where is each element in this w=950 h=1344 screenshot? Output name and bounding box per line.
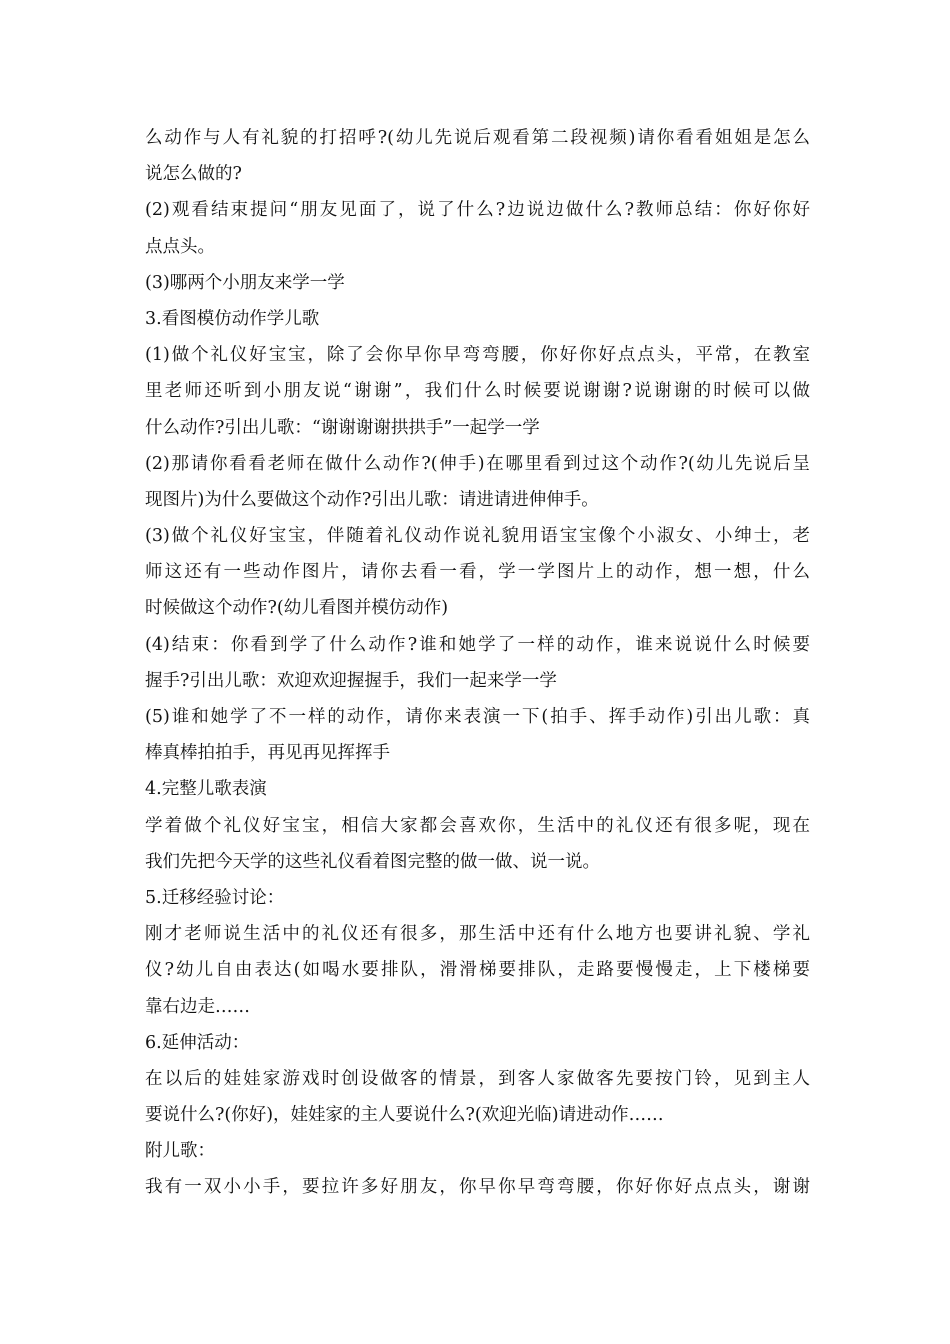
text-line: (2)观看结束提问“朋友见面了，说了什么?边说边做什么?教师总结：你好你好 [145, 200, 810, 221]
text-line: (2)那请你看看老师在做什么动作?(伸手)在哪里看到过这个动作?(幼儿先说后呈 [145, 453, 810, 474]
text-line: (3)做个礼仪好宝宝，伴随着礼仪动作说礼貌用语宝宝像个小淑女、小绅士，老 [145, 526, 810, 547]
text-line: 时候做这个动作?(幼儿看图并模仿动作) [145, 598, 449, 619]
text-line: 6.延伸活动： [145, 1032, 250, 1053]
text-line: (1)做个礼仪好宝宝，除了会你早你早弯弯腰，你好你好点点头，平常，在教室 [145, 345, 810, 366]
text-line: 点点头。 [145, 236, 215, 257]
text-line: (5)谁和她学了不一样的动作，请你来表演一下(拍手、挥手动作)引出儿歌：真 [145, 707, 810, 727]
text-line: 握手?引出儿歌：欢迎欢迎握握手，我们一起来学一学 [145, 670, 557, 691]
text-line: 5.迁移经验讨论： [145, 887, 285, 908]
text-line: 什么动作?引出儿歌：“谢谢谢谢拱拱手”一起学一学 [145, 417, 540, 438]
text-line: (3)哪两个小朋友来学一学 [145, 272, 345, 293]
text-line: 棒真棒拍拍手，再见再见挥挥手 [145, 743, 390, 764]
text-line: 我们先把今天学的这些礼仪看着图完整的做一做、说一说。 [145, 851, 600, 872]
text-line: 仪?幼儿自由表达(如喝水要排队，滑滑梯要排队，走路要慢慢走，上下楼梯要 [145, 960, 810, 981]
text-line: 4.完整儿歌表演 [145, 779, 267, 800]
text-line: 在以后的娃娃家游戏时创设做客的情景，到客人家做客先要按门铃，见到主人 [145, 1068, 810, 1089]
text-line: (4)结束：你看到学了什么动作?谁和她学了一样的动作，谁来说说什么时候要 [145, 634, 810, 655]
text-line: 么动作与人有礼貌的打招呼?(幼儿先说后观看第二段视频)请你看看姐姐是怎么 [145, 128, 810, 148]
text-line: 里老师还听到小朋友说“谢谢”，我们什么时候要说谢谢?说谢谢的时候可以做 [145, 381, 810, 402]
text-line: 说怎么做的? [145, 164, 242, 185]
text-line: 学着做个礼仪好宝宝，相信大家都会喜欢你，生活中的礼仪还有很多呢，现在 [145, 815, 810, 836]
text-line: 现图片)为什么要做这个动作?引出儿歌：请进请进伸伸手。 [145, 489, 599, 510]
text-line: 我有一双小小手，要拉许多好朋友，你早你早弯弯腰，你好你好点点头，谢谢 [145, 1177, 810, 1198]
text-line: 师这还有一些动作图片，请你去看一看，学一学图片上的动作，想一想，什么 [145, 562, 810, 583]
text-line: 靠右边走…… [145, 996, 250, 1017]
text-line: 刚才老师说生活中的礼仪还有很多，那生活中还有什么地方也要讲礼貌、学礼 [145, 924, 810, 945]
text-line: 3.看图模仿动作学儿歌 [145, 308, 320, 329]
text-line: 附儿歌： [145, 1141, 215, 1162]
document-body [145, 120, 810, 1206]
text-line: 要说什么?(你好)，娃娃家的主人要说什么?(欢迎光临)请进动作…… [145, 1105, 664, 1126]
